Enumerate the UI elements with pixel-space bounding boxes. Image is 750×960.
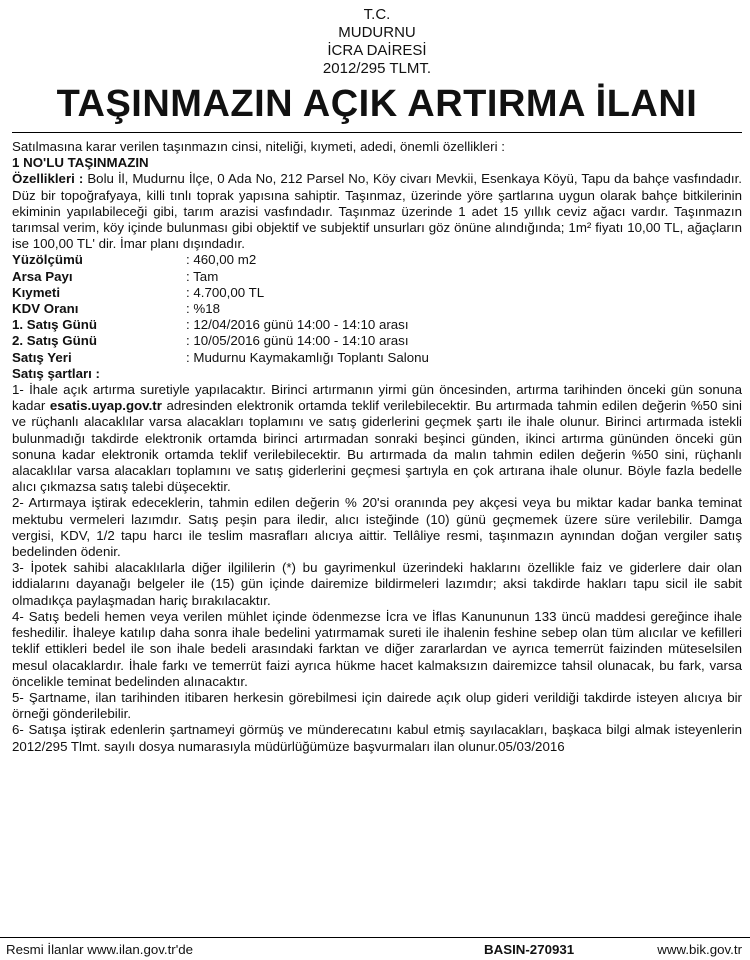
header-line-country: T.C. bbox=[363, 6, 391, 23]
property-value: : 460,00 m2 bbox=[186, 252, 257, 268]
property-row bbox=[12, 317, 429, 333]
property-value: : Mudurnu Kaymakamlığı Toplantı Salonu bbox=[186, 349, 429, 365]
property-value: : 4.700,00 TL bbox=[186, 284, 265, 300]
property-row bbox=[12, 252, 429, 268]
condition-1 bbox=[12, 382, 742, 495]
footer-press-code: BASIN-270931 bbox=[484, 942, 575, 957]
footer-bik-link[interactable]: www.bik.gov.tr bbox=[657, 942, 742, 957]
condition-1-text-b: adresinden elektronik ortamda teklif verilebilecektir. Bu artırmada tahmin edilen değerin %50 sini ve rüçhanlı alacaklılar varsa alacakları toplamını ve satış giderlerini geçmek şartı ile ihale olunur. Birinci artırmada istekli bulunmadığı takdirde elektronik ortamda birinci artırmadan sonraki beşinci günden, ikinci artırma gününden önceki gün sonuna kadar elektronik ortamda teklif verilebilecektir. Bu artırmada da malın tahmin edilen değerin %50 sini, rüçhanlı alacaklılar varsa alacakları toplamını ve satış giderlerini geçmesi şartıyla en çok artırana ihale olunur. Böyle fazla bedelle alıcı çıkmazsa satış talebi düşecektir. bbox=[12, 398, 742, 495]
footer-official-ads[interactable]: Resmi İlanlar www.ilan.gov.tr'de bbox=[6, 942, 194, 957]
features-label: Özellikleri : bbox=[12, 171, 84, 187]
property-value: : 12/04/2016 günü 14:00 - 14:10 arası bbox=[186, 317, 409, 333]
property-key: 2. Satış Günü bbox=[12, 333, 97, 349]
header-line-office: İCRA DAİRESİ bbox=[327, 42, 427, 59]
condition-5: 5- Şartname, ilan tarihinden itibaren herkesin görebilmesi için dairede açık olup gideri verildiği takdirde isteyen alıcıya bir örneği gönderilebilir. bbox=[12, 689, 742, 722]
property-value: : 10/05/2016 günü 14:00 - 14:10 arası bbox=[186, 333, 409, 349]
notice-body bbox=[12, 139, 742, 755]
item-title: 1 NO'LU TAŞINMAZIN bbox=[12, 155, 149, 171]
property-table bbox=[12, 252, 429, 365]
property-row bbox=[12, 301, 429, 317]
property-row bbox=[12, 333, 429, 349]
notice-title: TAŞINMAZIN AÇIK ARTIRMA İLANI bbox=[56, 83, 698, 125]
conditions-title: Satış şartları : bbox=[12, 365, 100, 381]
condition-1-text-a: 1- İhale açık artırma suretiyle yapılacaktır. Birinci artırmanın yirmi gün öncesinden, artırma tarihinden önceki gün sonuna kadar bbox=[12, 382, 742, 414]
property-key: KDV Oranı bbox=[12, 301, 79, 317]
condition-2: 2- Artırmaya iştirak edeceklerin, tahmin edilen değerin % 20'si oranında pey akçesi veya bu miktar kadar banka teminat mektubu vermeleri lazımdır. Satış peşin para iledir, alıcı isteğinde (10) günü geçmemek üzere süre verilebilir. Damga vergisi, KDV, 1/2 tapu harcı ile teslim masrafları alıcıya aittir. Tellâliye resmi, taşınmazın aynından doğan vergiler satış bedelinden ödenir. bbox=[12, 495, 742, 560]
property-key: Arsa Payı bbox=[12, 268, 73, 284]
property-row bbox=[12, 350, 429, 366]
property-row bbox=[12, 269, 429, 285]
features-text: Bolu İl, Mudurnu İlçe, 0 Ada No, 212 Parsel No, Köy civarı Mevkii, Esenkaya Köyü, Tapu da bahçe vasfındadır. Düz bir topoğrafyaya, killi tınlı toprak yapısına sahiptir. Taşınmaz, üzerinde yöre şartlarına uygun olarak bahçe bitkilerinin ekiminin yapılabileceği gibi, tarım arazisi vasfındadır. Taşınmaz üzerinde 1 adet 15 yıllık ceviz ağacı vardır. Taşınmazın tarımsal verim, köy içinde bulunması gibi objektif ve subjektif unsurları göz önüne alındığında; 1m² fiyatı 10,00 TL, ağaçların ise 100,00 TL' dir. İmar planı dışındadır. bbox=[12, 171, 742, 252]
condition-4: 4- Satış bedeli hemen veya verilen mühlet içinde ödenmezse İcra ve İflas Kanununun 133 üncü maddesi gereğince ihale feshedilir. İhaleye katılıp daha sonra ihale bedelini yatırmamak sureti ile ihalenin feshine sebep olan tüm alıcılar ve kefilleri teklif ettikleri bedel ile son ihale bedeli arasındaki farktan ve diğer zararlardan ve ayrıca temerrüt faizinden müteselsilen mesul olacaklardır. İhale farkı ve temerrüt faizi ayrıca hükme hacet kalmaksızın dairemizce tahsil olunacak, bu fark, varsa öncelikle teminat bedelinden alınacaktır. bbox=[12, 608, 742, 689]
property-key: Yüzölçümü bbox=[12, 252, 83, 268]
intro-text: Satılmasına karar verilen taşınmazın cinsi, niteliği, kıymeti, adedi, önemli özellikleri : bbox=[12, 139, 505, 154]
header bbox=[12, 6, 742, 78]
features-paragraph bbox=[12, 171, 742, 252]
condition-3: 3- İpotek sahibi alacaklılarla diğer ilgililerin (*) bu gayrimenkul üzerindeki haklarını özellikle faiz ve giderlere dair olan iddialarını dayanağı belgeler ile (15) gün içinde dairemize bildirmeleri lazımdır; aksi takdirde hakları tapu sicil ile sabit olmadıkça paylaşmadan hariç bırakılacaktır. bbox=[12, 560, 742, 608]
property-key: Kıymeti bbox=[12, 284, 61, 300]
footer bbox=[0, 937, 750, 960]
property-key: 1. Satış Günü bbox=[12, 317, 97, 333]
condition-6: 6- Satışa iştirak edenlerin şartnameyi görmüş ve münderecatını kabul etmiş sayılacakları, başkaca bilgi almak isteyenlerin 2012/295 Tlmt. sayılı dosya numarasıyla müdürlüğümüze başvurmaları ilan olunur.05/03/2016 bbox=[12, 722, 742, 754]
header-line-file-number: 2012/295 TLMT. bbox=[322, 60, 432, 77]
header-line-district: MUDURNU bbox=[338, 24, 416, 41]
property-key: Satış Yeri bbox=[12, 349, 72, 365]
property-value: : Tam bbox=[186, 268, 219, 284]
title-divider bbox=[12, 132, 742, 133]
property-value: : %18 bbox=[186, 301, 221, 317]
property-row bbox=[12, 285, 429, 301]
esatis-link[interactable]: esatis.uyap.gov.tr bbox=[49, 398, 162, 414]
